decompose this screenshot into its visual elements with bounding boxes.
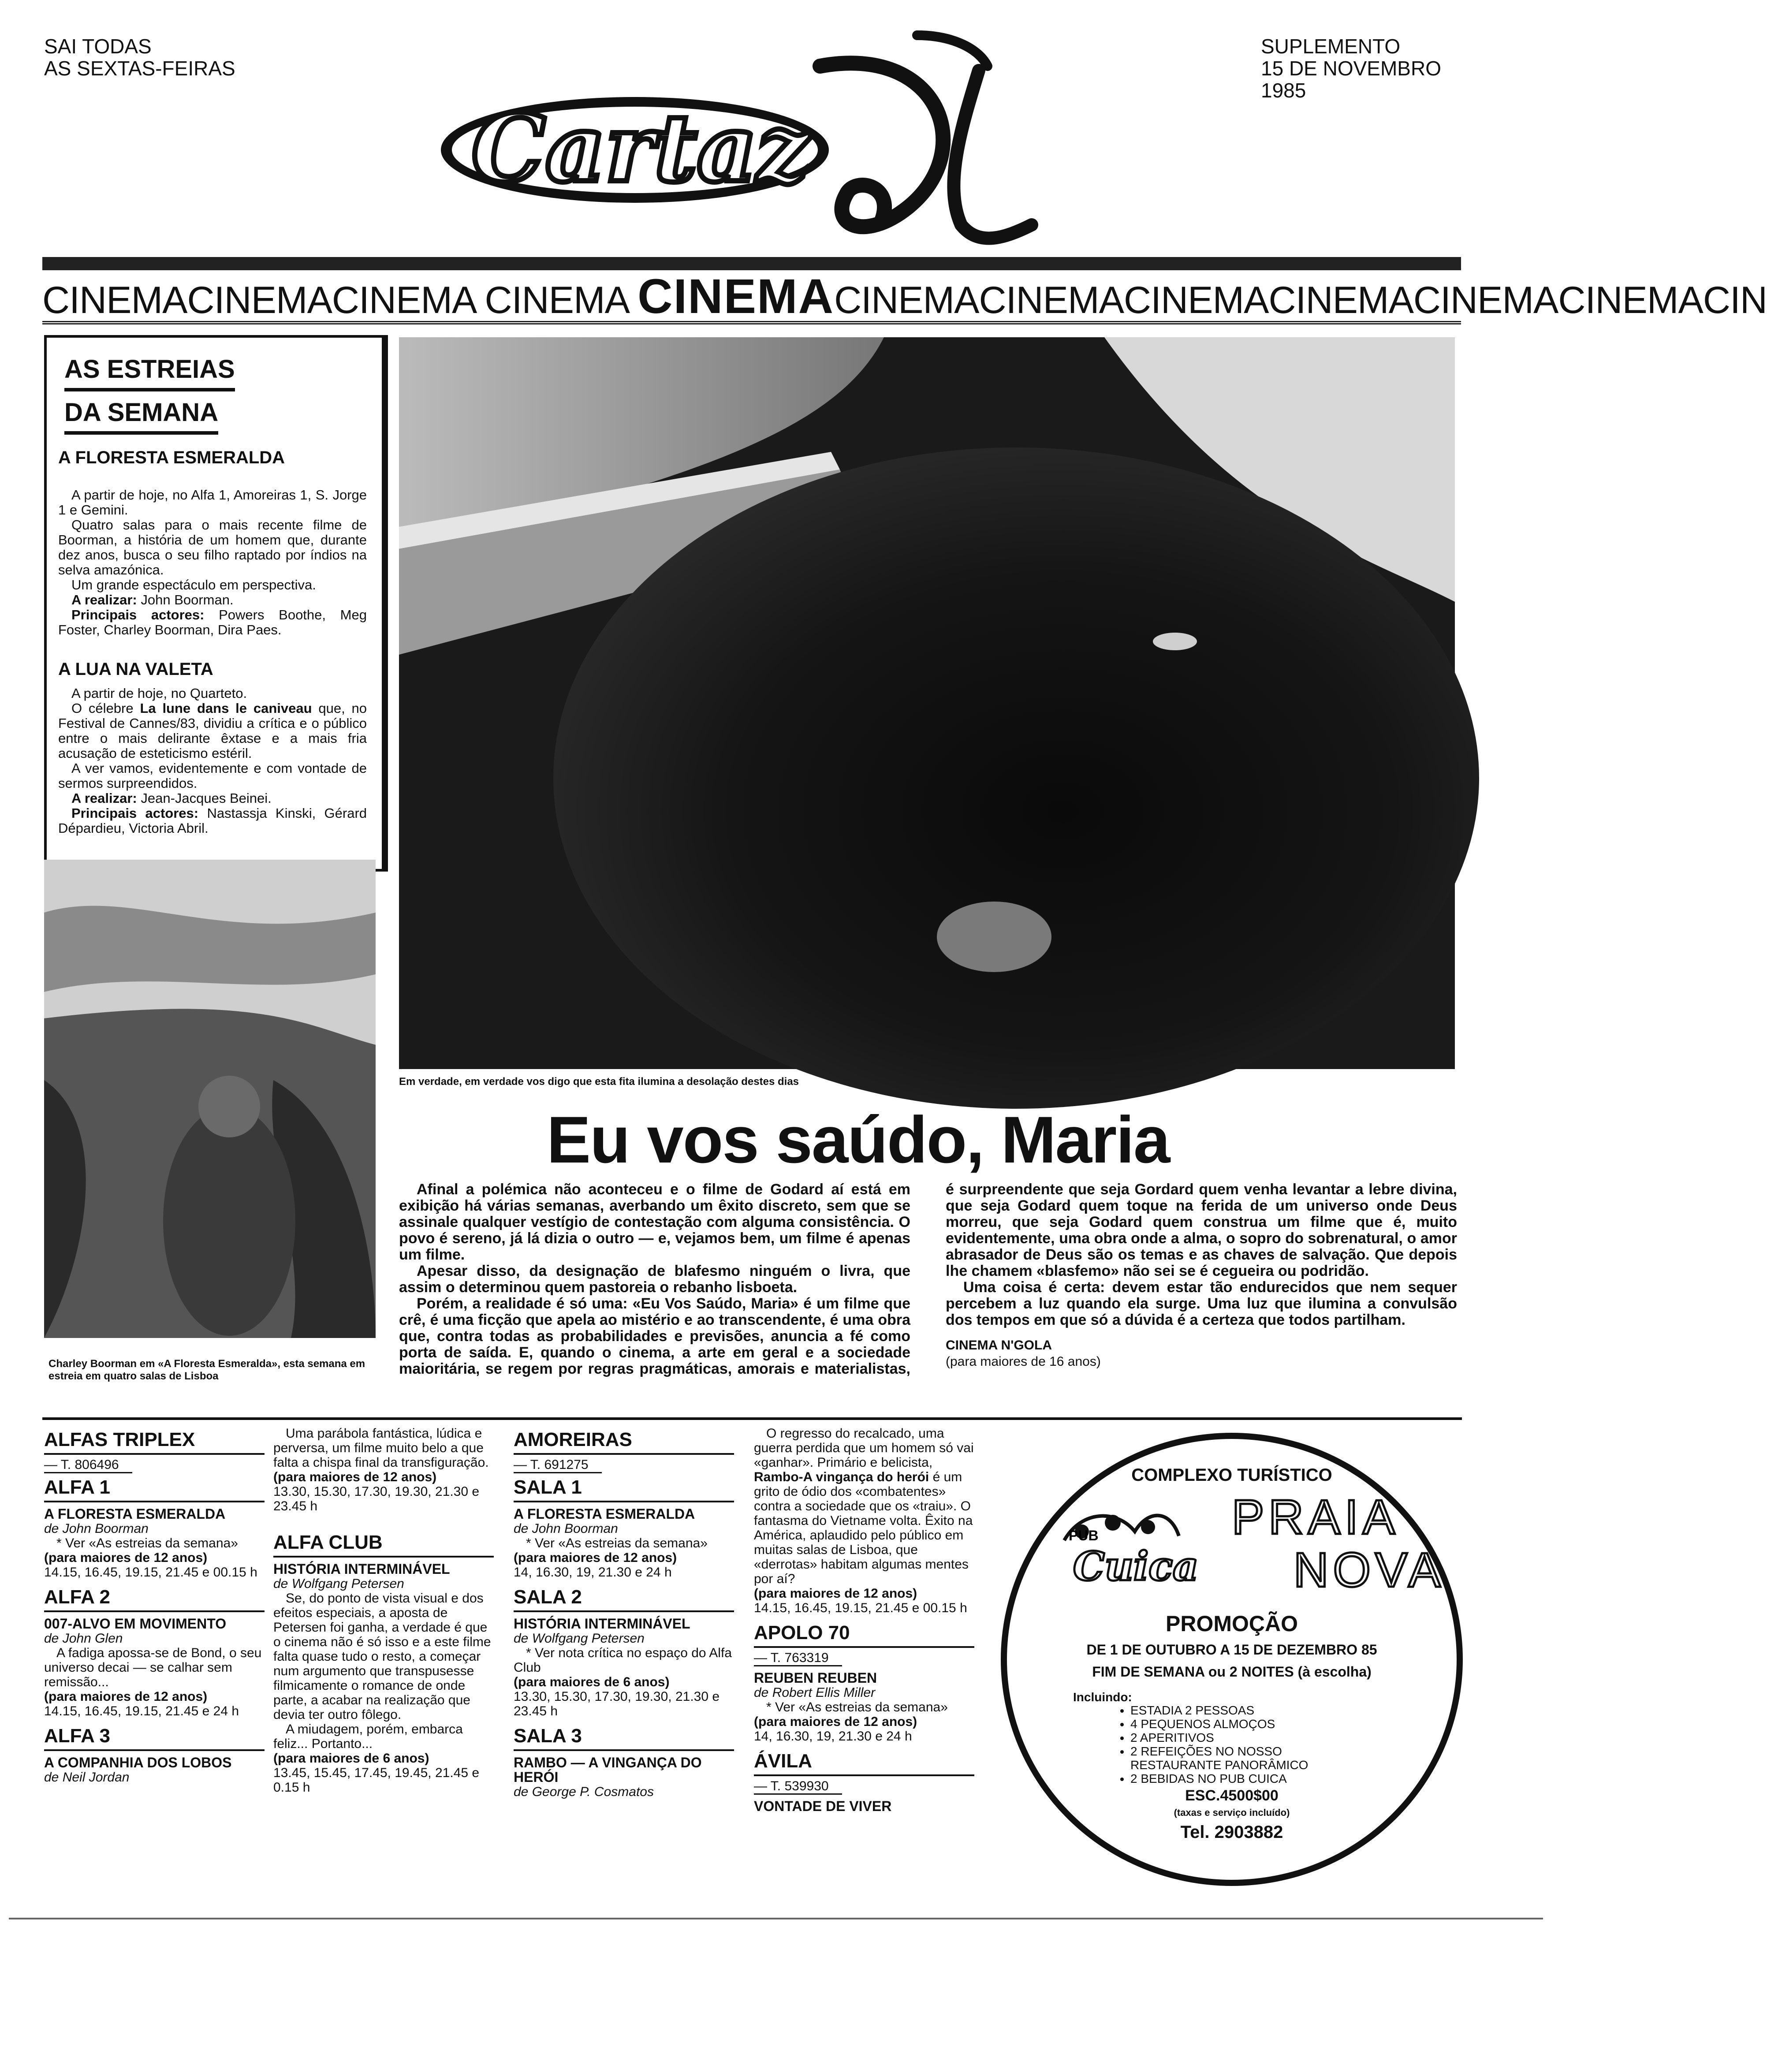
logo-wordmark: Cartaz bbox=[472, 94, 810, 203]
side-photo-caption: Charley Boorman em «A Floresta Esmeralda», esta semana em estreia em quatro salas de Lisboa bbox=[48, 1358, 365, 1382]
masthead-left bbox=[44, 35, 235, 79]
avila-phone: — T. 539930 bbox=[754, 1779, 842, 1795]
apolo-director: de Robert Ellis Miller bbox=[754, 1685, 876, 1700]
room-alfa-3: ALFA 3 bbox=[44, 1725, 265, 1751]
premieres-box bbox=[44, 335, 388, 872]
room-sala-3: SALA 3 bbox=[514, 1725, 734, 1751]
sala1-note: * Ver «As estreias da semana» bbox=[526, 1536, 708, 1550]
sala2-director: de Wolfgang Petersen bbox=[514, 1631, 645, 1646]
sala3-film: RAMBO — A VINGANÇA DO HERÓI bbox=[514, 1755, 702, 1785]
apolo-film: REUBEN REUBEN bbox=[754, 1670, 877, 1686]
room-sala-2: SALA 2 bbox=[514, 1586, 734, 1612]
room-sala-1: SALA 1 bbox=[514, 1476, 734, 1502]
article-p1: Afinal a polémica não aconteceu e o filme de Godard aí está em exibição há várias semanas, averbando um êxito discreto, sem que se assinale qualquer vestígio de contestação com alguma consistência. O povo é sereno, já lá dizia o outro — e, vejamos bem, um filme é apenas um filme. bbox=[399, 1181, 910, 1263]
page-bottom-rule bbox=[9, 1918, 1543, 1919]
promo-top-label: COMPLEXO TURÍSTICO bbox=[1131, 1465, 1332, 1485]
sala1-times: 14, 16.30, 19, 21.30 e 24 h bbox=[514, 1565, 672, 1580]
cartaz-dl-logo bbox=[432, 18, 1067, 265]
promo-price: ESC.4500$00 bbox=[1185, 1787, 1279, 1804]
promo-includes: Incluindo: bbox=[1073, 1690, 1132, 1704]
issue-date: 15 DE NOVEMBRO bbox=[1261, 57, 1441, 80]
sala1-director: de John Boorman bbox=[514, 1521, 618, 1536]
article-signature: CINEMA N'GOLA bbox=[946, 1338, 1052, 1353]
sala3-director: de George P. Cosmatos bbox=[514, 1785, 654, 1799]
alfa1-film: A FLORESTA ESMERALDA bbox=[44, 1506, 226, 1522]
film2-dir-label: A realizar: bbox=[71, 790, 137, 806]
sala2-note: * Ver nota crítica no espaço do Alfa Club bbox=[514, 1646, 732, 1675]
apolo-phone: — T. 763319 bbox=[754, 1651, 842, 1666]
apolo-age: (para maiores de 12 anos) bbox=[754, 1714, 917, 1729]
promo-tax: (taxas e serviço incluído) bbox=[1174, 1807, 1290, 1818]
film1-cast-label: Principais actores: bbox=[71, 607, 205, 622]
apolo-times: 14, 16.30, 19, 21.30 e 24 h bbox=[754, 1729, 912, 1744]
listing-col-2 bbox=[273, 1426, 494, 1795]
avila-film: VONTADE DE VIVER bbox=[754, 1798, 892, 1814]
film1-p1: A partir de hoje, no Alfa 1, Amoreiras 1, S. Jorge 1 e Gemini. bbox=[58, 487, 367, 518]
alfa2-times: 14.15, 16.45, 19.15, 21.45 e 24 h bbox=[44, 1704, 239, 1718]
alfa2-age: (para maiores de 12 anos) bbox=[44, 1689, 208, 1704]
promo-items-list bbox=[1122, 1703, 1351, 1785]
alfaclub-director: de Wolfgang Petersen bbox=[273, 1576, 404, 1591]
promo-item: • ESTADIA 2 PESSOAS bbox=[1130, 1703, 1351, 1717]
logo-l-stroke bbox=[954, 71, 1032, 238]
promo-item: • 2 APERITIVOS bbox=[1130, 1731, 1351, 1744]
sala3-text-a: O regresso do recalcado, uma guerra perdida que um homem só vai «ganhar». Primário e belicista, bbox=[754, 1426, 974, 1470]
room-alfa-1: ALFA 1 bbox=[44, 1476, 265, 1502]
article-headline: Eu vos saúdo, Maria bbox=[547, 1103, 1170, 1177]
premieres-title-line2: DA SEMANA bbox=[64, 394, 218, 435]
cinema-avila: ÁVILA bbox=[754, 1750, 974, 1776]
film2-p2c: que, no Festival de Cannes/83, dividiu a crítica e o público entre o mais delirante êxtase e a mais fria acusação de esteticismo estéril. bbox=[58, 701, 367, 761]
sala2-times: 13.30, 15.30, 17.30, 19.30, 21.30 e 23.45 h bbox=[514, 1689, 720, 1718]
main-photo-caption: Em verdade, em verdade vos digo que esta fita ilumina a desolação destes dias bbox=[399, 1076, 799, 1088]
alfa1-times: 14.15, 16.45, 19.15, 21.45 e 00.15 h bbox=[44, 1565, 257, 1580]
film2-director: Jean-Jacques Beinei. bbox=[137, 790, 272, 806]
promo-phone: Tel. 2903882 bbox=[1180, 1822, 1283, 1842]
issue-year: 1985 bbox=[1261, 79, 1306, 102]
article-body bbox=[399, 1181, 1457, 1415]
film2-p3: A ver vamos, evidentemente e com vontade de sermos surpreendidos. bbox=[58, 760, 367, 791]
film1-text bbox=[58, 488, 367, 637]
logo-d-stroke bbox=[820, 63, 943, 227]
article-age-rating: (para maiores de 16 anos) bbox=[946, 1354, 1101, 1369]
listings-top-rule bbox=[42, 1417, 1462, 1420]
promo-weekend: FIM DE SEMANA ou 2 NOITES (à escolha) bbox=[1092, 1664, 1372, 1680]
sala2-age: (para maiores de 6 anos) bbox=[514, 1675, 670, 1689]
promo-dates: DE 1 DE OUTUBRO A 15 DE DEZEMBRO 85 bbox=[1086, 1642, 1377, 1658]
alfas-phone: — T. 806496 bbox=[44, 1457, 132, 1473]
alfa3-director: de Neil Jordan bbox=[44, 1770, 130, 1785]
main-film-photo bbox=[399, 337, 1455, 1069]
film1-title: A FLORESTA ESMERALDA bbox=[58, 448, 285, 467]
alfaclub-film: HISTÓRIA INTERMINÁVEL bbox=[273, 1561, 450, 1577]
sala1-age: (para maiores de 12 anos) bbox=[514, 1550, 677, 1565]
alfa2-text: A fadiga apossa-se de Bond, o seu universo decai — se calhar sem remissão... bbox=[44, 1646, 262, 1689]
sala1-film: A FLORESTA ESMERALDA bbox=[514, 1506, 695, 1522]
alfa1-note: * Ver «As estreias da semana» bbox=[56, 1536, 238, 1550]
article-p3: Porém, a realidade é só uma: «Eu Vos Saúdo, Maria» é um filme que crê, é uma ficção que apela ao mistério e ao transcendente, é uma obra que, contra todas as probabilidades e previsões, anuncia a fé como porta de saída. E, quando o cinema, a arte em geral e a sociedade maioritária, se regem por regras pragmáticas, amorais e materialistas, é surpreendente que seja Gordard quem venha levantar a lebre divina, que seja Godard quem toque na ferida de um universo onde Deus morreu, que seja Godard quem construa um filme que é, muito evidentemente, uma obra onde a alma, o sopro do sobrenatural, o amor abrasador de Deus são os temas e as chaves de salvação. Que depois lhe chamem «blasfemo» não sei se é cegueira ou podridão. bbox=[399, 1181, 1457, 1377]
promo-item: • 4 PEQUENOS ALMOÇOS bbox=[1130, 1717, 1351, 1731]
promo-pub: PUB bbox=[1069, 1528, 1099, 1543]
cinema-amoreiras: AMOREIRAS bbox=[514, 1428, 734, 1455]
alfaclub-text: Se, do ponto de vista visual e dos efeitos especiais, a aposta de Petersen foi ganha, a verdade é que o cinema não é só isso e a este filme falta quase tudo o resto, a começar num argumento que transpusesse filmicamente o romance de onde parte, a acabar na realização que devia ter outro fôlego. bbox=[273, 1591, 491, 1722]
film2-cast: Nastassja Kinski, Gérard Dépardieu, Victoria Abril. bbox=[58, 805, 367, 836]
alfa3-text: Uma parábola fantástica, lúdica e perversa, um filme muito belo a que falta a chispa final da transfiguração. bbox=[273, 1426, 489, 1470]
alfaclub-age: (para maiores de 6 anos) bbox=[273, 1751, 429, 1766]
sala3-times: 14.15, 16.45, 19.15, 21.45 e 00.15 h bbox=[754, 1601, 967, 1615]
film1-p3: Um grande espectáculo em perspectiva. bbox=[71, 577, 316, 593]
premieres-title-line1: AS ESTREIAS bbox=[64, 351, 235, 391]
promo-brand1: PRAIA bbox=[1232, 1490, 1400, 1544]
promo-cuica: Cuica bbox=[1073, 1543, 1199, 1590]
amoreiras-phone: — T. 691275 bbox=[514, 1457, 602, 1473]
listing-col-3 bbox=[514, 1428, 734, 1799]
film2-title: A LUA NA VALETA bbox=[58, 660, 213, 679]
masthead-frequency: SAI TODAS bbox=[44, 35, 152, 58]
alfa2-film: 007-ALVO EM MOVIMENTO bbox=[44, 1616, 227, 1632]
band-top-rule bbox=[42, 257, 1461, 270]
apolo-note: * Ver «As estreias da semana» bbox=[766, 1700, 948, 1714]
cinema-alfa-club: ALFA CLUB bbox=[273, 1531, 494, 1558]
praia-nova-promo-ad bbox=[1001, 1433, 1463, 1886]
film1-cast: Powers Boothe, Meg Foster, Charley Boorman, Dira Paes. bbox=[58, 607, 367, 637]
room-alfa-2: ALFA 2 bbox=[44, 1586, 265, 1612]
sala3-text-title: Rambo-A vingança do herói bbox=[754, 1470, 929, 1484]
side-film-photo bbox=[44, 860, 376, 1338]
film2-text bbox=[58, 686, 367, 836]
listing-col-1 bbox=[44, 1428, 265, 1785]
band-right-text: CINEMACINEMACINEMACINEMACINEMACINEMACIN bbox=[834, 279, 1767, 321]
film2-p1: A partir de hoje, no Quarteto. bbox=[71, 686, 247, 701]
premieres-title bbox=[64, 351, 235, 437]
alfa3-age: (para maiores de 12 anos) bbox=[273, 1470, 437, 1484]
film2-p2a: O célebre bbox=[71, 701, 140, 716]
promo-item: • 2 BEBIDAS NO PUB CUICA bbox=[1130, 1772, 1351, 1785]
alfa3-times: 13.30, 15.30, 17.30, 19.30, 21.30 e 23.45 h bbox=[273, 1484, 480, 1513]
article-p2: Apesar disso, da designação de blafesmo ninguém o livra, que assim o determinou quem pastoreia o rebanho lisboeta. bbox=[399, 1263, 910, 1296]
band-left-text: CINEMACINEMACINEMA CINEMA bbox=[42, 279, 638, 321]
alfaclub-text-2: A miudagem, porém, embarca feliz... Portanto... bbox=[273, 1722, 463, 1751]
supplement-label: SUPLEMENTO bbox=[1261, 35, 1401, 58]
alfa3-film: A COMPANHIA DOS LOBOS bbox=[44, 1755, 232, 1770]
alfa1-age: (para maiores de 12 anos) bbox=[44, 1550, 208, 1565]
cinema-section-band bbox=[42, 269, 1767, 324]
promo-item: • 2 REFEIÇÕES NO NOSSO RESTAURANTE PANORÂMICO bbox=[1130, 1744, 1351, 1772]
film1-dir-label: A realizar: bbox=[71, 592, 137, 607]
listing-col-4 bbox=[754, 1426, 974, 1814]
promo-brand2: NOVA bbox=[1294, 1543, 1445, 1597]
masthead-right bbox=[1261, 35, 1441, 101]
alfaclub-times: 13.45, 15.45, 17.45, 19.45, 21.45 e 0.15 h bbox=[273, 1766, 480, 1795]
film2-original-title: La lune dans le caniveau bbox=[140, 701, 312, 716]
masthead-frequency-2: AS SEXTAS-FEIRAS bbox=[44, 57, 235, 80]
band-big-text: CINEMA bbox=[637, 269, 835, 324]
film1-director: John Boorman. bbox=[137, 592, 234, 607]
film1-p2: Quatro salas para o mais recente filme de Boorman, a história de um homem que, durante dez anos, busca o seu filho raptado por índios na selva amazónica. bbox=[58, 517, 367, 578]
alfa1-director: de John Boorman bbox=[44, 1521, 149, 1536]
cinema-alfas-triplex: ALFAS TRIPLEX bbox=[44, 1428, 265, 1455]
sala3-text-c: é um grito de ódio dos «combatentes» contra a sociedade que os «traiu». O fantasma do Vietname volta. Êxito na América, aplaudido pelo público em muitas salas de Lisboa, que «derrotas» habitam algumas mentes por aí? bbox=[754, 1470, 973, 1586]
sala3-age: (para maiores de 12 anos) bbox=[754, 1586, 917, 1601]
article-p4: Uma coisa é certa: devem estar tão endurecidos que nem sequer percebem a luz quando ela surge. Uma luz que ilumina a convulsão dos tempos em que só a dúvida é a certeza que todos partilham. bbox=[946, 1279, 1457, 1328]
alfa2-director: de John Glen bbox=[44, 1631, 123, 1646]
sala2-film: HISTÓRIA INTERMINÁVEL bbox=[514, 1616, 690, 1632]
film2-cast-label: Principais actores: bbox=[71, 805, 199, 821]
cinema-apolo-70: APOLO 70 bbox=[754, 1621, 974, 1648]
praia-nova-logo bbox=[1047, 1490, 1445, 1606]
promo-title: PROMOÇÃO bbox=[1166, 1611, 1298, 1636]
